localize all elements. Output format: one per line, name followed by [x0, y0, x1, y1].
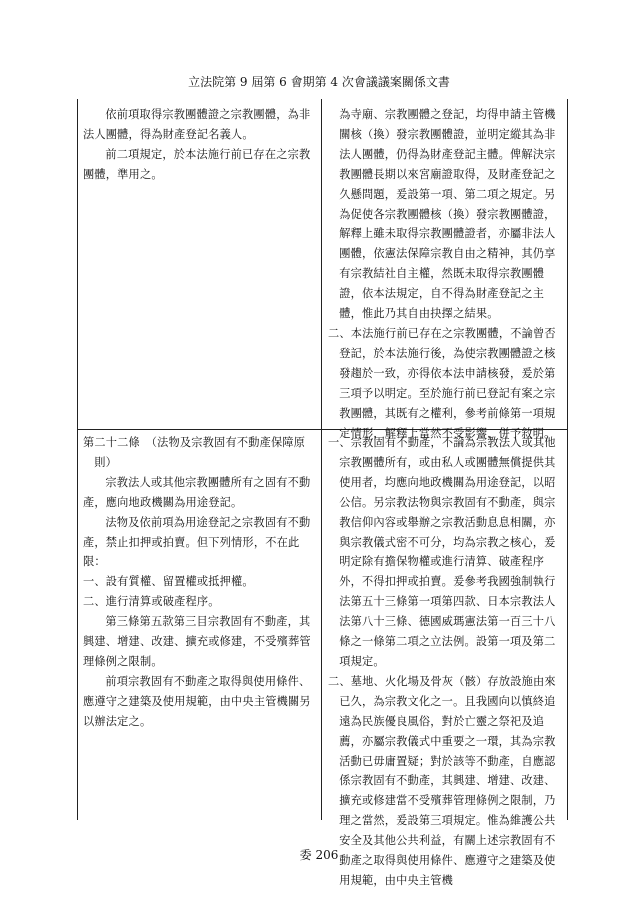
provision-paragraph: 第三條第五款第三目宗教固有不動產，其興建、增建、改建、擴充或修建，不受殯葬管理條例之限制。	[83, 615, 311, 668]
row2-provision-text	[83, 433, 315, 732]
provision-item: 一、設有質權、留置權或抵押權。	[83, 575, 254, 589]
page-header: 立法院第 9 屆第 6 會期第 4 次會議議案關係文書	[188, 75, 450, 89]
provision-paragraph: 依前項取得宗教團體證之宗教團體，為非法人團體，得為財產登記名義人。	[83, 108, 311, 141]
explanation-paragraph: 二、本法施行前已存在之宗教團體，不論曾否登記，於本法施行後，為使宗教團體證之核發趨於一致，亦得依本法申請核發，爰於第三項予以明定。至於施行前已登記有案之宗教團體，其既有之權利，參考前條第一項規定情形，解釋上當然不受影響，併予敘明。	[328, 326, 556, 440]
row1-provision-text	[83, 105, 315, 185]
row1-explanation-text	[328, 105, 563, 443]
provision-paragraph: 法物及依前項為用途登記之宗教固有不動產，禁止扣押或拍賣。但下列情形，不在此限：	[83, 515, 311, 569]
provision-paragraph: 宗教法人或其他宗教團體所有之固有不動產，應向地政機關為用途登記。	[83, 475, 311, 509]
explanation-paragraph: 為寺廟、宗教團體之登記，均得申請主管機關核（換）發宗教團體證，並明定縱其為非法人團體，仍得為財產登記主體。俾解決宗教團體長期以來宮廟證取得，及財產登記之久懸問題，爰設第一項、第二項之規定。另為促使各宗教團體核（換）發宗教團體證，解釋上雖未取得宗教團體證者，亦屬非法人團體，依憲法保障宗教自由之精神，其仍享有宗教結社自主權，然既未取得宗教團體證，依本法規定，自不得為財產登記之主體，惟此乃其自由抉擇之結果。	[339, 108, 556, 321]
article-heading: 第二十二條 （法物及宗教固有不動產保障原則）	[83, 436, 306, 469]
page-number: 委 206	[299, 848, 339, 862]
provision-item: 二、進行清算或破產程序。	[83, 595, 220, 609]
explanation-paragraph: 一、宗教固有不動產，不論為宗教法人或其他宗教團體所有，或由私人或團體無償提供其使用者，均應向地政機關為用途登記，以昭公信。另宗教法物與宗教固有不動產，與宗教信仰內容或舉辦之宗教活動息息相關，亦與宗教儀式密不可分，均為宗教之核心，爰明定除有擔保物權或進行清算、破產程序外，不得扣押或拍賣。爰參考我國強制執行法第五十三條第一項第四款、日本宗教法人法第八十三條、德國威瑪憲法第一百三十八條之一條第二項之立法例。設第一項及第二項規定。	[328, 436, 556, 668]
provision-paragraph: 前項宗教固有不動產之取得與使用條件、應遵守之建築及使用規範，由中央主管機關另以辦法定之。	[83, 674, 311, 728]
provision-paragraph: 前二項規定，於本法施行前已存在之宗教團體，準用之。	[83, 147, 311, 181]
column-divider	[321, 99, 322, 820]
row2-explanation-text	[328, 433, 563, 891]
explanation-paragraph: 二、墓地、火化場及骨灰（骸）存放設施由來已久，為宗教文化之一。且我國向以慎終追遠為民族優良風俗，對於亡靈之祭祀及追薦，亦屬宗教儀式中重要之一環，其為宗教活動已毋庸置疑；對於該等不動產，自應認係宗教固有不動產，其興建、增建、改建、擴充或修建當不受殯葬管理條例之限制，乃理之當然，爰設第三項規定。惟為維護公共安全及其他公共利益，有關上述宗教固有不動產之取得與使用條件、應遵守之建築及使用規範，由中央主管機	[328, 674, 556, 887]
